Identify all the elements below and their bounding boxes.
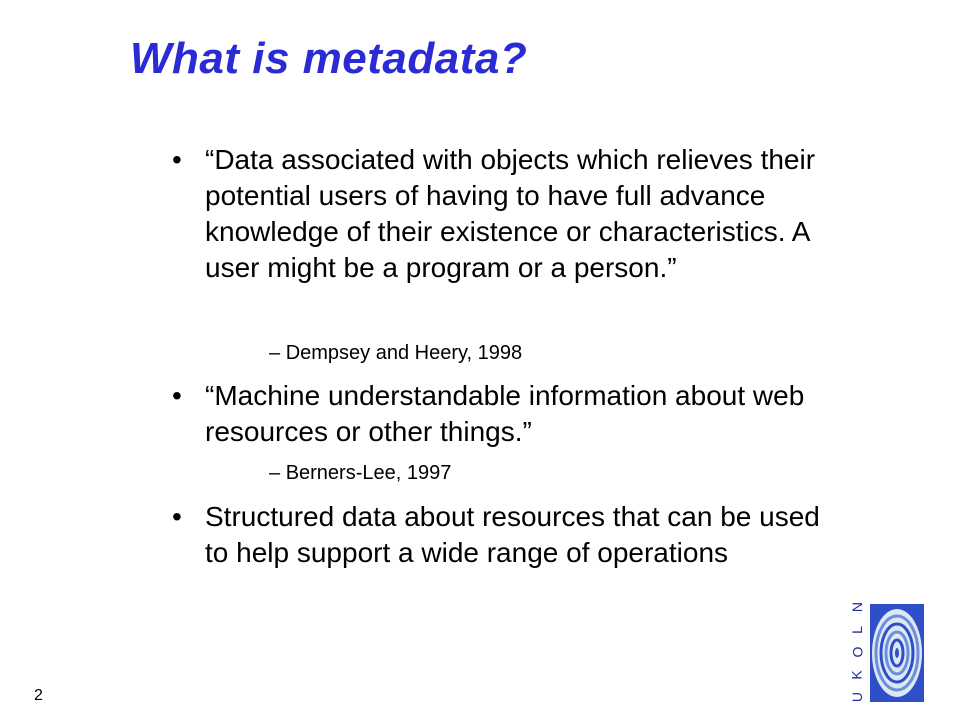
bullet-text: “Machine understandable information about web resources or other things.” [205,380,805,447]
ukoln-logo [848,600,926,704]
bullet-icon: • [172,144,182,175]
bullet-icon: • [172,501,182,532]
citation-1 [269,341,522,365]
logo-letter: K [849,669,865,680]
bullet-text: Structured data about resources that can be used to help support a wide range of operations [205,501,820,568]
bullet-item-2 [172,378,832,450]
citation-text: Dempsey and Heery, 1998 [285,342,523,364]
citation-2 [269,461,451,485]
logo-letters [848,600,866,704]
slide-title: What is metadata? [130,34,528,83]
logo-letter: U [849,691,865,703]
dash-icon: – [269,462,281,484]
dash-icon: – [269,342,281,364]
bullet-item-3 [172,499,832,571]
logo-letter: L [848,625,865,634]
logo-letter: O [848,646,865,658]
logo-letter: N [849,601,865,613]
bullet-item-1 [172,142,832,286]
bullet-text: “Data associated with objects which relieves their potential users of having to have full advance knowledge of their existence or characteristics. A user might be a program or a person.” [205,144,816,283]
page-number: 2 [34,687,43,704]
concentric-rings-icon [870,604,924,702]
bullet-icon: • [172,380,182,411]
citation-text: Berners-Lee, 1997 [285,462,452,484]
